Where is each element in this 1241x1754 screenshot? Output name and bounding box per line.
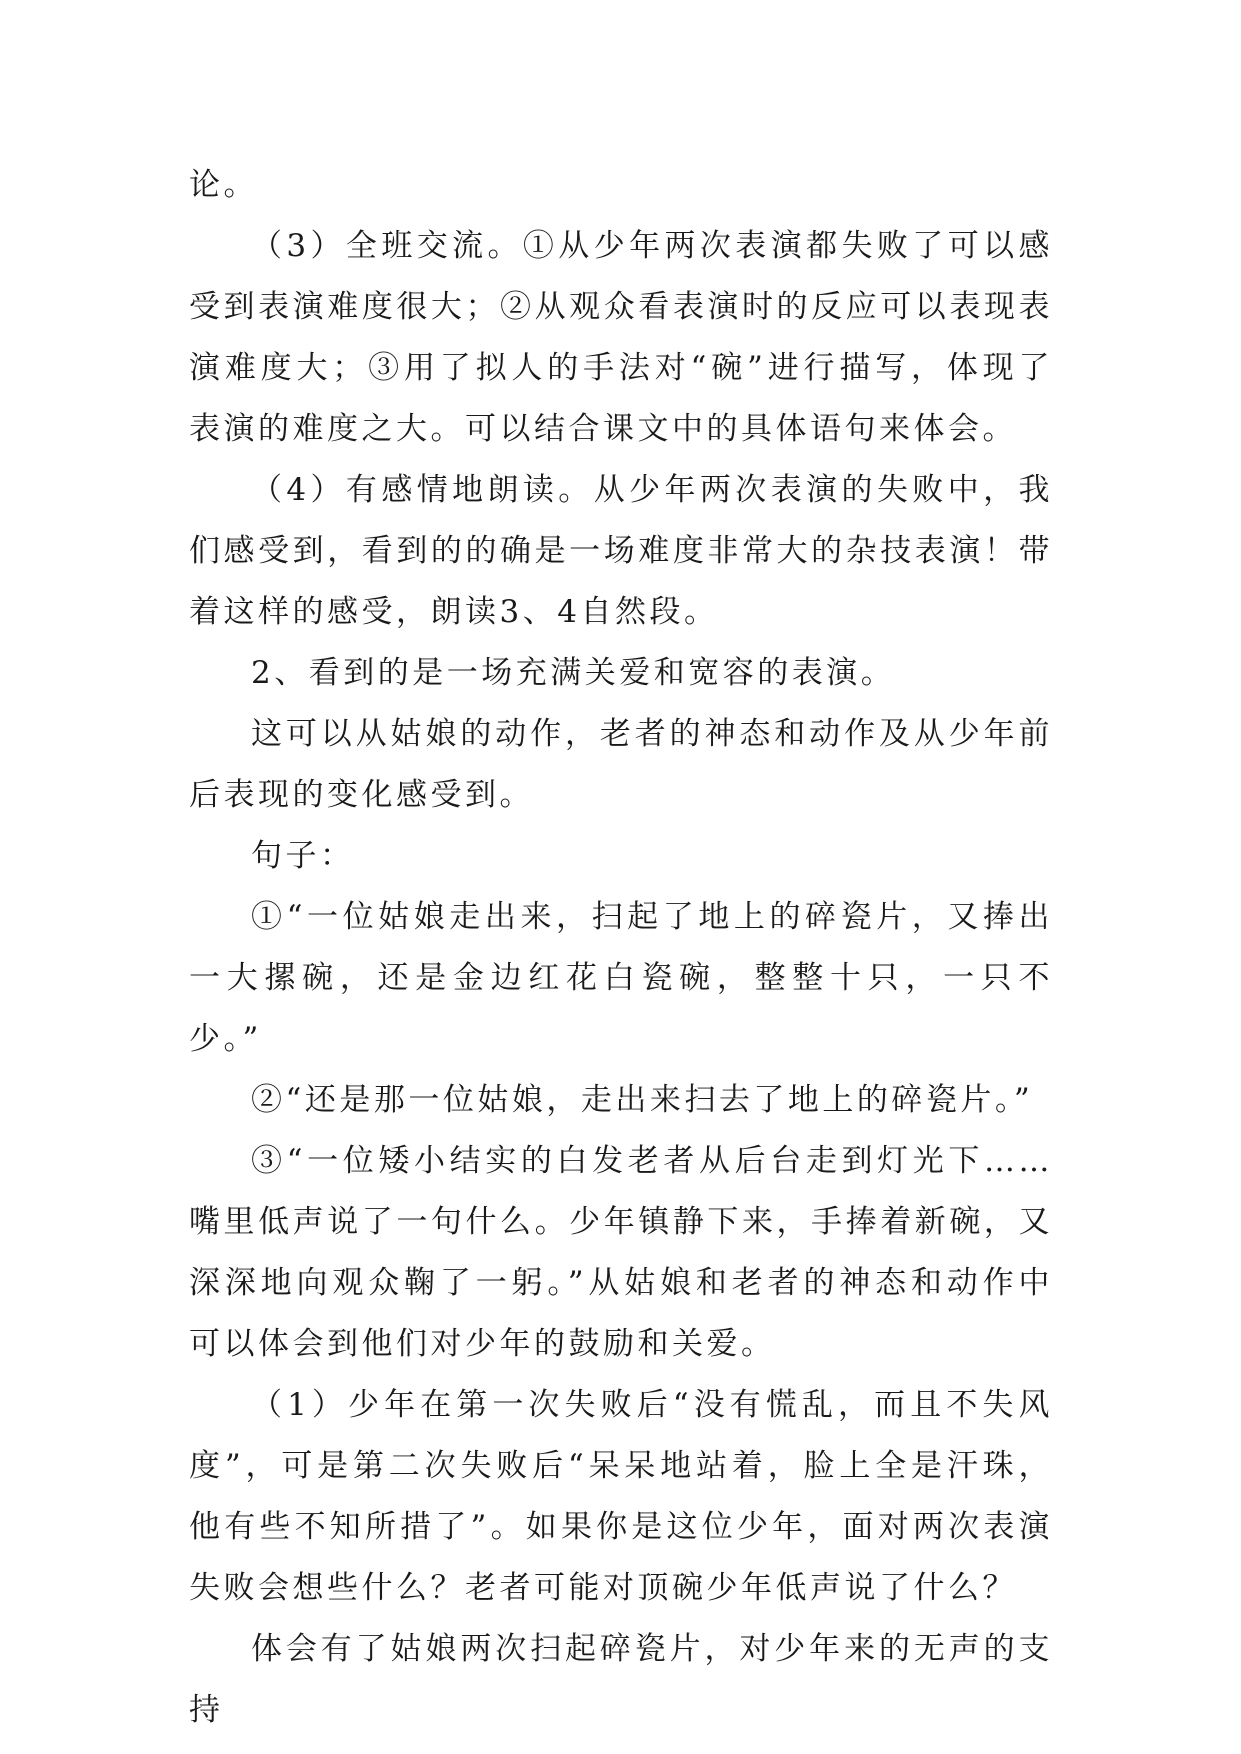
paragraph-2: （3）全班交流。①从少年两次表演都失败了可以感受到表演难度很大；②从观众看表演时的反应可以表现表演难度大；③用了拟人的手法对“碗”进行描写，体现了表演的难度之大。可以结合课文中的具体语句来体会。 xyxy=(189,228,1053,447)
paragraph-6: 句子： xyxy=(251,838,355,874)
paragraph-8: ②“还是那一位姑娘，走出来扫去了地上的碎瓷片。” xyxy=(251,1082,1034,1118)
paragraph-10: （1）少年在第一次失败后“没有慌乱，而且不失风度”，可是第二次失败后“呆呆地站着，脸上全是汗珠，他有些不知所措了”。如果你是这位少年，面对两次表演失败会想些什么？老者可能对顶碗少年低声说了什么？ xyxy=(189,1387,1053,1606)
paragraph-5: 这可以从姑娘的动作，老者的神态和动作及从少年前后表现的变化感受到。 xyxy=(189,716,1053,813)
paragraph-4: 2、看到的是一场充满关爱和宽容的表演。 xyxy=(251,655,896,691)
paragraph-3: （4）有感情地朗读。从少年两次表演的失败中，我们感受到，看到的的确是一场难度非常大的杂技表演！带着这样的感受，朗读3、4自然段。 xyxy=(189,472,1053,630)
paragraph-9: ③“一位矮小结实的白发老者从后台走到灯光下……嘴里低声说了一句什么。少年镇静下来，手捧着新碗，又深深地向观众鞠了一躬。”从姑娘和老者的神态和动作中可以体会到他们对少年的鼓励和关爱。 xyxy=(189,1143,1053,1362)
document-body xyxy=(189,155,1053,1741)
paragraph-11: 体会有了姑娘两次扫起碎瓷片，对少年来的无声的支持 xyxy=(189,1631,1053,1728)
paragraph-7: ①“一位姑娘走出来，扫起了地上的碎瓷片，又捧出一大摞碗，还是金边红花白瓷碗，整整十只，一只不少。” xyxy=(189,899,1053,1057)
paragraph-1: 论。 xyxy=(189,167,258,203)
